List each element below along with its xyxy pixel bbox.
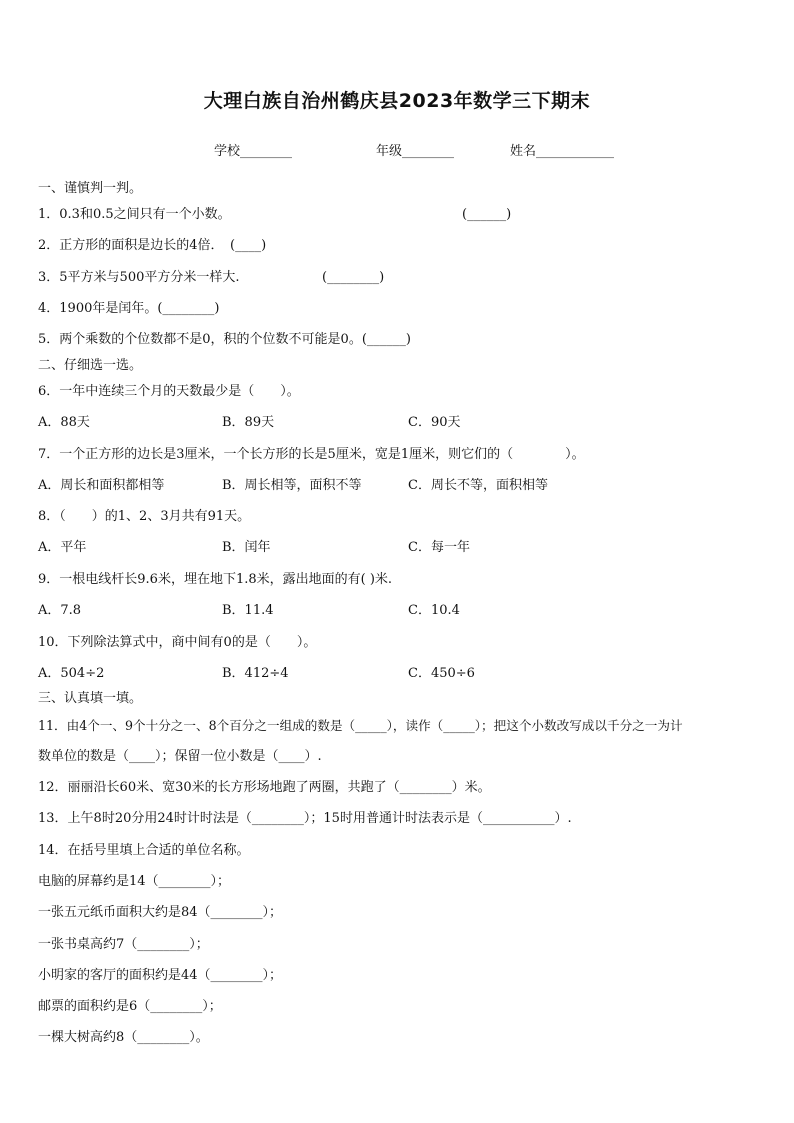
question-6-option-c: C．90天: [408, 415, 461, 430]
question-14-item-4: 小明家的客厅的面积约是44（________）；: [38, 968, 283, 983]
question-13: 13．上午8时20分用24时计时法是（________）；15时用普通计时法表示是（___________）.: [38, 811, 572, 826]
grade-field: [376, 140, 454, 159]
question-4: 4．1900年是闰年。(________): [38, 301, 220, 316]
question-14-item-6: 一棵大树高约8（________）。: [38, 1030, 209, 1045]
school-field: [214, 140, 292, 159]
question-10: 10．下列除法算式中，商中间有0的是（ ）。: [38, 635, 317, 650]
question-14-item-3: 一张书桌高约7（________）；: [38, 937, 209, 952]
question-9: 9．一根电线杆长9.6米，埋在地下1.8米，露出地面的有( )米.: [38, 572, 393, 587]
page-title: 大理白族自治州鹤庆县2023年数学三下期末: [203, 90, 591, 112]
question-8-option-b: B．闰年: [222, 540, 271, 555]
question-9-option-a: A．7.8: [38, 603, 82, 618]
question-8: 8．（ ）的1、2、3月共有91天。: [38, 509, 251, 524]
school-blank: ________: [240, 144, 293, 159]
question-6: 6．一年中连续三个月的天数最少是（ ）。: [38, 384, 300, 399]
question-3: 3．5平方米与500平方分米一样大.: [38, 270, 240, 285]
question-9-option-c: C．10.4: [408, 603, 460, 618]
question-11-line-1: 11．由4个一、9个十分之一、8个百分之一组成的数是（_____），读作（_____）；把这个小数改写成以千分之一为计: [38, 718, 683, 733]
question-6-option-a: A．88天: [38, 415, 90, 430]
section-heading-1: 一、谨慎判一判。: [38, 181, 143, 196]
question-14-item-2: 一张五元纸币面积大约是84（________）；: [38, 905, 283, 920]
section-heading-3: 三、认真填一填。: [38, 691, 143, 706]
grade-label: 年级: [376, 144, 403, 159]
school-label: 学校: [214, 144, 241, 159]
question-7: 7．一个正方形的边长是3厘米，一个长方形的长是5厘米，宽是1厘米，则它们的（ ）。: [38, 447, 585, 462]
name-blank: ____________: [536, 144, 615, 159]
question-12: 12．丽丽沿长60米、宽30米的长方形场地跑了两圈，共跑了（________）米。: [38, 780, 491, 795]
question-7-option-a: A．周长和面积都相等: [38, 478, 165, 493]
section-heading-2: 二、仔细选一选。: [38, 358, 143, 373]
question-8-option-a: A．平年: [38, 540, 87, 555]
question-10-option-a: A．504÷2: [38, 666, 105, 681]
question-10-option-b: B．412÷4: [222, 666, 289, 681]
question-7-option-b: B．周长相等，面积不等: [222, 478, 362, 493]
question-1: 1．0.3和0.5之间只有一个小数。: [38, 207, 231, 222]
question-14-item-1: 电脑的屏幕约是14（________）；: [38, 874, 231, 889]
question-3-answer-paren: (________): [322, 270, 385, 285]
question-8-option-c: C．每一年: [408, 540, 470, 555]
question-2: 2．正方形的面积是边长的4倍． (____): [38, 238, 267, 253]
question-11-line-2: 数单位的数是（____）；保留一位小数是（____）.: [38, 749, 322, 764]
question-9-option-b: B．11.4: [222, 603, 274, 618]
question-1-answer-paren: (______): [462, 207, 512, 222]
name-field: [510, 140, 614, 159]
grade-blank: ________: [402, 144, 455, 159]
question-14-item-5: 邮票的面积约是6（________）；: [38, 999, 222, 1014]
question-6-option-b: B．89天: [222, 415, 275, 430]
question-7-option-c: C．周长不等，面积相等: [408, 478, 548, 493]
question-14: 14．在括号里填上合适的单位名称。: [38, 843, 250, 858]
name-label: 姓名: [510, 144, 537, 159]
question-10-option-c: C．450÷6: [408, 666, 475, 681]
question-5: 5．两个乘数的个位数都不是0，积的个位数不可能是0。(______): [38, 332, 411, 347]
